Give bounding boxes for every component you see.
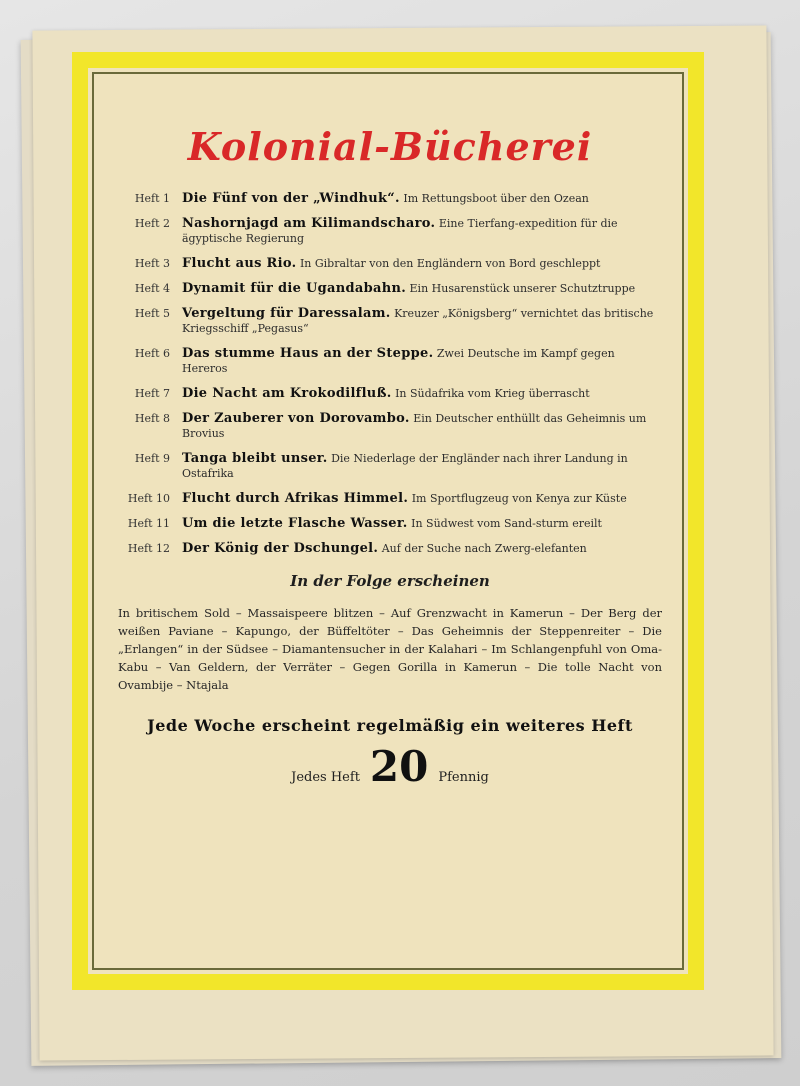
book-list [124,191,656,556]
book-title: Die Fünf von der „Windhuk“. [182,191,400,206]
book-text [182,346,656,376]
book-title: Flucht durch Afrikas Himmel. [182,491,409,506]
series-title: Kolonial-Bücherei [187,124,593,169]
book-entry [124,306,656,336]
book-entry [124,491,656,506]
book-entry [124,516,656,531]
cover-content [118,124,662,938]
book-entry [124,451,656,481]
book-entry [124,386,656,401]
book-entry [124,281,656,296]
book-text [182,191,656,206]
book-entry [124,541,656,556]
book-title: Tanga bleibt unser. [182,451,328,466]
book-title: Um die letzte Flasche Wasser. [182,516,408,531]
book-description: Zwei Deutsche im Kampf gegen Hereros [182,347,615,375]
heft-number: Heft 8 [134,412,170,425]
follow-heading: In der Folge erscheinen [290,572,490,590]
book-description: Im Sportflugzeug von Kenya zur Küste [411,492,627,505]
book-description: Ein Deutscher enthüllt das Geheimnis um Brovius [182,412,647,440]
heft-number: Heft 11 [127,517,170,530]
book-description: In Südafrika vom Krieg überrascht [395,387,590,400]
book-description: Im Rettungsboot über den Ozean [403,192,589,205]
book-entry [124,346,656,376]
heft-number: Heft 4 [134,282,170,295]
book-description: In Gibraltar von den Engländern von Bord geschleppt [299,257,601,270]
book-text [182,216,656,246]
book-text [182,256,656,271]
book-text [182,451,656,481]
heft-number: Heft 9 [134,452,170,465]
book-description: Die Niederlage der Engländer nach ihrer Landung in Ostafrika [182,452,628,480]
book-text [182,411,656,441]
heft-number: Heft 3 [134,257,170,270]
book-text [182,306,656,336]
heft-number: Heft 1 [134,192,170,205]
heft-number: Heft 2 [134,217,170,230]
book-description: Ein Husarenstück unserer Schutztruppe [409,282,636,295]
book-title: Der Zauberer von Dorovambo. [182,411,410,426]
book-description: Eine Tierfang-expedition für die ägyptische Regierung [182,217,618,245]
book-text [182,516,656,531]
heft-number: Heft 5 [134,307,170,320]
book-text [182,491,656,506]
book-description: Kreuzer „Königsberg“ vernichtet das britische Kriegsschiff „Pegasus“ [182,307,654,335]
book-title: Nashornjagd am Kilimandscharo. [182,216,436,231]
book-entry [124,216,656,246]
book-text [182,281,656,296]
yellow-border-frame [72,52,704,990]
price-prefix: Jedes Heft [291,770,360,785]
inner-frame [92,72,684,970]
heft-number: Heft 7 [134,387,170,400]
weekly-notice: Jede Woche erscheint regelmäßig ein weiteres Heft [147,716,633,735]
upcoming-titles: In britischem Sold – Massaispeere blitzen – Auf Grenzwacht in Kamerun – Der Berg der weißen Paviane – Kapungo, der Büffeltöter – Das Geheimnis der Steppenreiter – Die „Erlangen“ in der Südsee – Diamantensucher in der Kalahari – Im Schlangenpfuhl von Oma-Kabu – Van Geldern, der Verräter – Gegen Gorilla in Kamerun – Die tolle Nacht von Ovambije – Ntajala [118,606,662,692]
book-entry [124,256,656,271]
price-suffix: Pfennig [438,770,489,785]
book-title: Die Nacht am Krokodilfluß. [182,386,392,401]
heft-number: Heft 10 [127,492,170,505]
heft-number: Heft 6 [134,347,170,360]
price-value: 20 [369,742,429,791]
book-entry [124,191,656,206]
book-title: Flucht aus Rio. [182,256,297,271]
book-text [182,541,656,556]
price-line [124,742,656,791]
book-entry [124,411,656,441]
heft-number: Heft 12 [127,542,170,555]
book-title: Dynamit für die Ugandabahn. [182,281,407,296]
book-description: In Südwest vom Sand-sturm ereilt [411,517,602,530]
book-title: Das stumme Haus an der Steppe. [182,346,434,361]
book-title: Vergeltung für Daressalam. [182,306,391,321]
book-description: Auf der Suche nach Zwerg-elefanten [381,542,587,555]
book-title: Der König der Dschungel. [182,541,379,556]
book-text [182,386,656,401]
